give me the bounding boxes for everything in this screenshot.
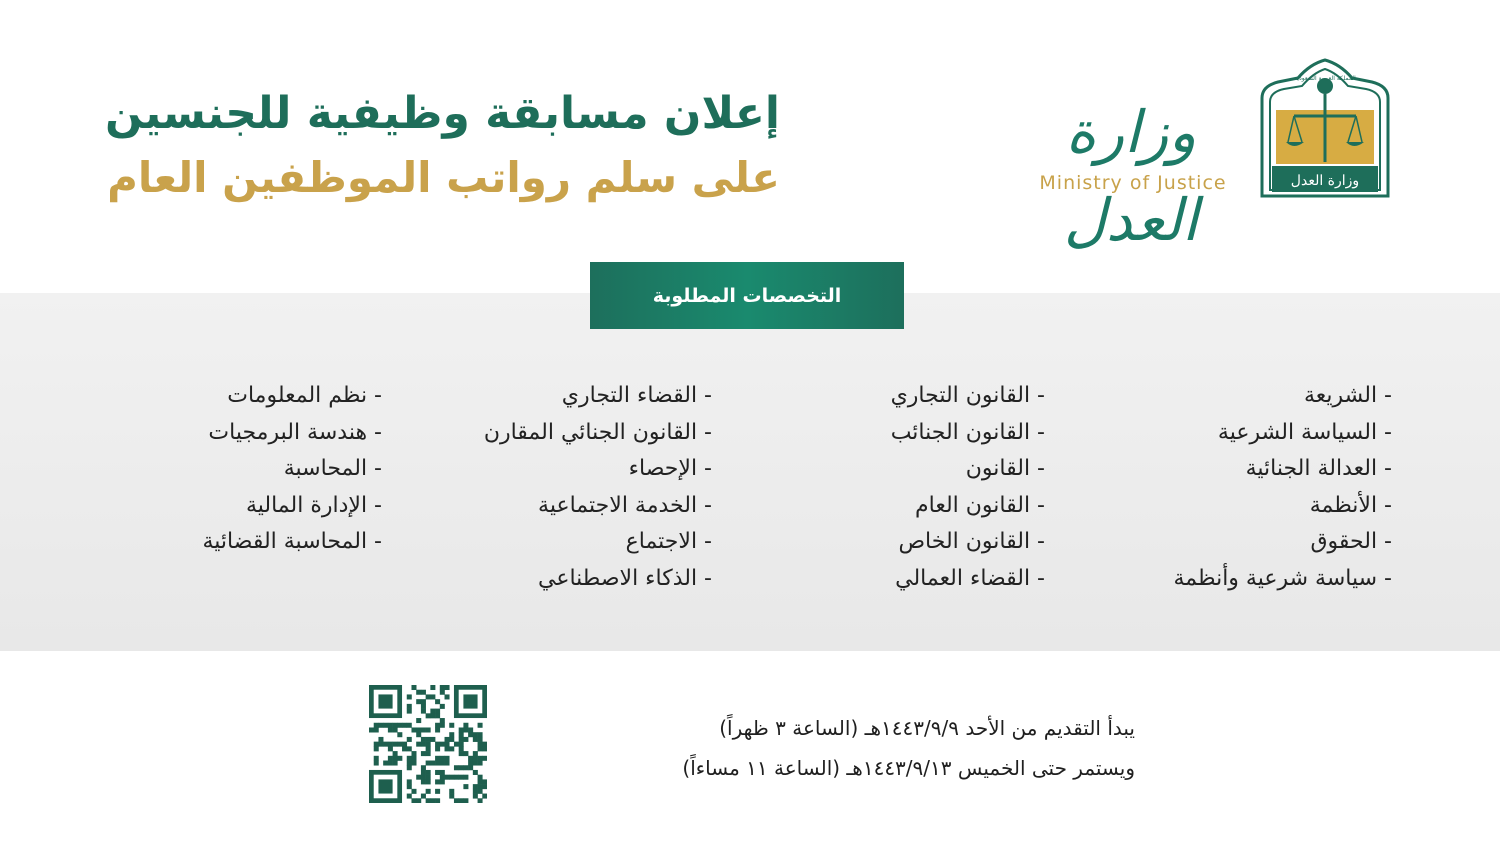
justice-emblem-icon xyxy=(1258,58,1392,198)
list-item: - القانون الجنائي المقارن xyxy=(483,419,712,445)
specialization-column-1 xyxy=(1090,378,1392,597)
section-header xyxy=(590,262,904,329)
list-item: - نظم المعلومات xyxy=(227,383,382,408)
list-item: - الاجتماع xyxy=(625,529,712,554)
specialization-column-4 xyxy=(130,378,382,561)
application-end: ويستمر حتى الخميس ١٤٤٣/٩/١٣هـ (الساعة ١١ مساءاً) xyxy=(682,756,1135,780)
list-item: - المحاسبة xyxy=(283,456,382,481)
specialization-column-3 xyxy=(420,378,712,597)
emblem-arabic-text: وزارة العدل xyxy=(1290,173,1360,189)
list-item: - المحاسبة القضائية xyxy=(202,529,382,554)
list-item: - الإحصاء xyxy=(628,456,712,481)
list-item: - القانون التجاري xyxy=(890,383,1045,408)
list-item: - القانون العام xyxy=(915,492,1045,518)
list-item: - الذكاء الاصطناعي xyxy=(537,565,712,591)
page-subtitle: على سلم رواتب الموظفين العام xyxy=(107,153,780,202)
specialization-column-2 xyxy=(800,378,1045,597)
list-item: - العدالة الجنائية xyxy=(1245,456,1392,481)
qr-code-icon[interactable] xyxy=(369,685,487,803)
list-item: - السياسة الشرعية xyxy=(1217,419,1392,445)
logo-arabic-name: وزارة العدل xyxy=(1063,98,1199,254)
application-start: يبدأ التقديم من الأحد ١٤٤٣/٩/٩هـ (الساعة ٣ ظهراً) xyxy=(719,716,1135,740)
emblem-header-text: المملكة العربية السعودية xyxy=(1294,75,1356,82)
list-item: - القانون الخاص xyxy=(898,529,1045,554)
list-item: - القانون الجنائب xyxy=(890,419,1045,445)
list-item: - الأنظمة xyxy=(1309,492,1392,518)
list-item: - الحقوق xyxy=(1310,529,1392,554)
list-item: - القانون xyxy=(965,456,1045,481)
list-item: - الخدمة الاجتماعية xyxy=(538,492,712,518)
page-title: إعلان مسابقة وظيفية للجنسين xyxy=(104,88,780,139)
application-dates xyxy=(560,708,1135,788)
list-item: - القضاء التجاري xyxy=(561,383,712,408)
list-item: - القضاء العمالي xyxy=(895,565,1045,591)
section-header-label: التخصصات المطلوبة xyxy=(652,284,842,307)
list-item: - هندسة البرمجيات xyxy=(208,419,382,445)
list-item: - الإدارة المالية xyxy=(245,492,382,518)
logo-english-name: Ministry of Justice xyxy=(1039,172,1227,194)
list-item: - الشريعة xyxy=(1303,383,1392,408)
list-item: - سياسة شرعية وأنظمة xyxy=(1173,565,1392,591)
